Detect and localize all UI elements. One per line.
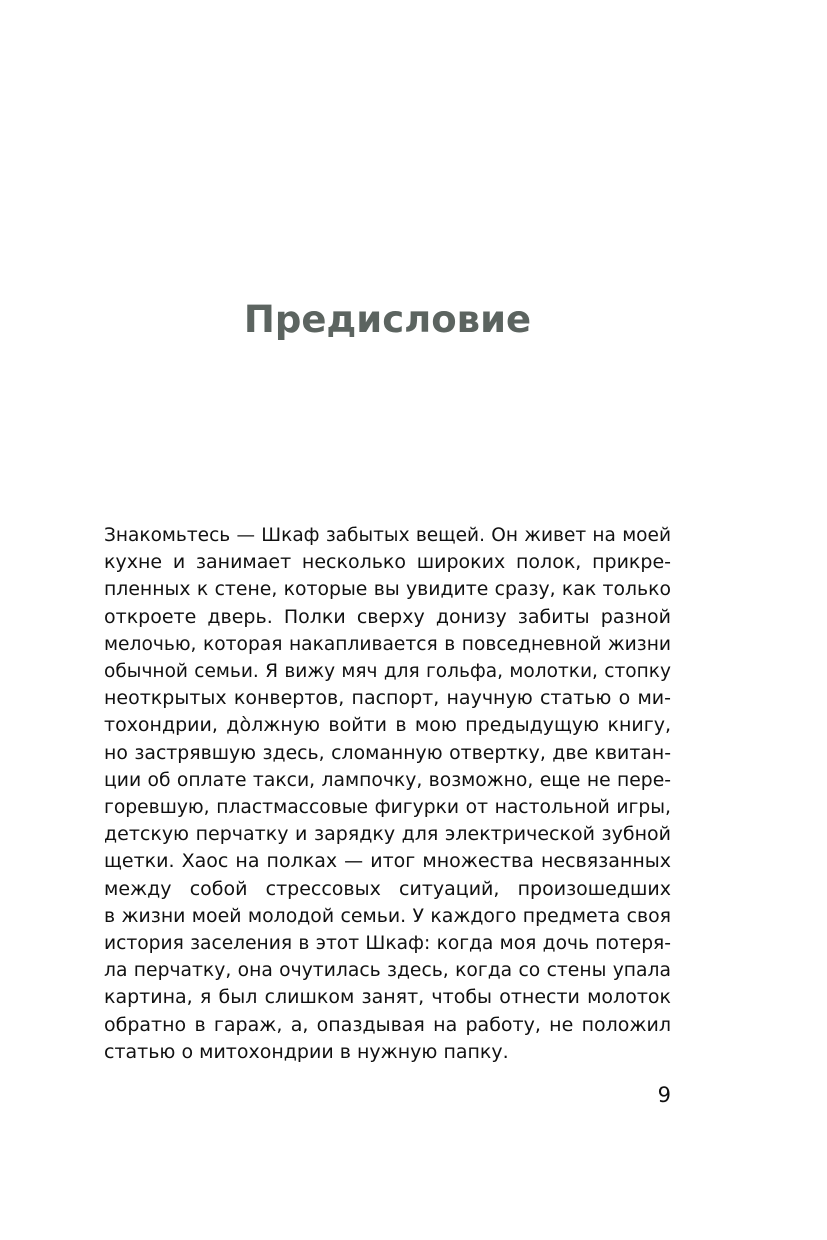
text-line: но застрявшую здесь, сломанную отвертку, две квитан- — [104, 741, 671, 764]
text-line: откроете дверь. Полки сверху донизу забиты разной — [104, 605, 671, 628]
text-line: обратно в гараж, а, опаздывая на работу, не положил — [104, 1013, 671, 1036]
text-line: статью о митохондрии в нужную папку. — [104, 1040, 509, 1063]
text-line: детскую перчатку и зарядку для электрической зубной — [104, 823, 671, 846]
text-line: кухне и занимает несколько широких полок, прикре- — [104, 551, 671, 574]
text-line: пленных к стене, которые вы увидите сразу, как только — [104, 579, 671, 601]
text-line: щетки. Хаос на полках — итог множества несвязанных — [104, 850, 671, 873]
text-line: мелочью, которая накапливается в повседневной жизни — [104, 633, 671, 655]
body-paragraph — [104, 522, 671, 1066]
text-line: ла перчатку, она очутилась здесь, когда со стены упала — [104, 960, 671, 982]
text-line: обычной семьи. Я вижу мяч для гольфа, молотки, стопку — [104, 661, 671, 683]
text-line: картина, я был слишком занят, чтобы отнести молоток — [104, 986, 671, 1009]
page-number: 9 — [657, 1083, 671, 1107]
chapter-title: Предисловие — [243, 298, 532, 341]
text-line: в жизни моей молодой семьи. У каждого предмета своя — [104, 904, 671, 927]
text-line: горевшую, пластмассовые фигурки от настольной игры, — [104, 797, 671, 819]
text-line: неоткрытых конвертов, паспорт, научную статью о ми- — [104, 687, 671, 710]
text-line: история заселения в этот Шкаф: когда моя дочь потеря- — [104, 933, 671, 955]
text-line: тохондрии, дòлжную войти в мою предыдущую книгу, — [104, 714, 671, 737]
text-line: между собой стрессовых ситуаций, произошедших — [104, 877, 671, 900]
text-line: ции об оплате такси, лампочку, возможно, еще не пере- — [104, 769, 671, 791]
text-line: Знакомьтесь — Шкаф забытых вещей. Он живет на моей — [104, 525, 671, 546]
